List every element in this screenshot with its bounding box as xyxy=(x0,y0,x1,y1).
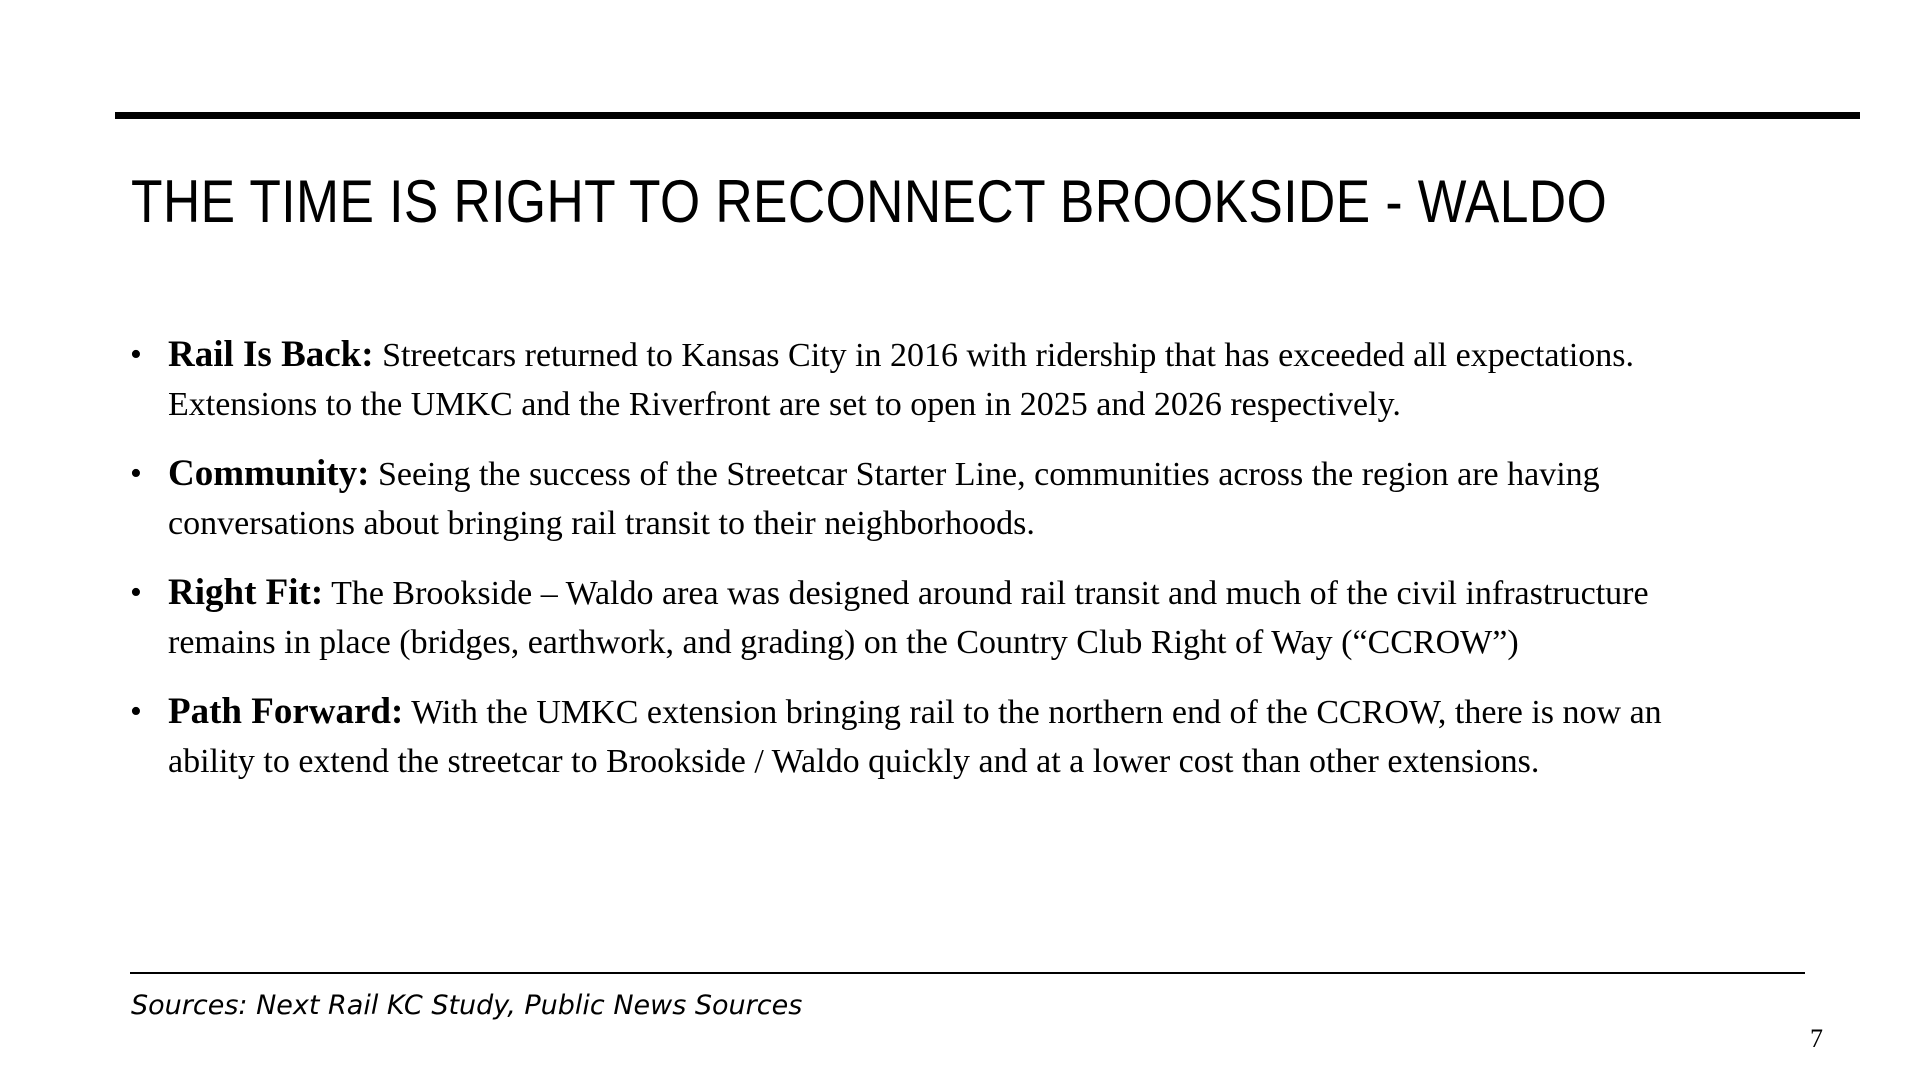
sources-note: Sources: Next Rail KC Study, Public News Sources xyxy=(131,990,803,1021)
sources-divider xyxy=(130,972,1805,974)
bullet-item-path-forward xyxy=(130,687,1730,786)
bullet-heading: Rail Is Back: xyxy=(168,334,374,375)
bullet-heading: Path Forward: xyxy=(168,691,404,732)
bullet-item-right-fit xyxy=(130,568,1730,667)
bullet-text: With the UMKC extension bringing rail to the northern end of the CCROW, there is now an ability to extend the streetcar to Brookside / Waldo quickly and at a lower cost than other extensions. xyxy=(168,694,1662,780)
bullet-heading: Community: xyxy=(168,453,370,494)
bullet-item-rail-is-back xyxy=(130,330,1730,429)
slide-title: THE TIME IS RIGHT TO RECONNECT BROOKSIDE - WALDO xyxy=(131,168,1608,235)
bullet-dot: • xyxy=(130,455,142,492)
bullet-heading: Right Fit: xyxy=(168,572,324,613)
bullet-dot: • xyxy=(130,336,142,373)
bullet-item-community xyxy=(130,449,1730,548)
bullet-text: Streetcars returned to Kansas City in 2016 with ridership that has exceeded all expectations. Extensions to the UMKC and the Riverfront are set to open in 2025 and 2026 respectively. xyxy=(168,337,1635,423)
title-top-rule xyxy=(115,112,1860,119)
bullet-list xyxy=(130,330,1730,806)
bullet-text: Seeing the success of the Streetcar Starter Line, communities across the region are having conversations about bringing rail transit to their neighborhoods. xyxy=(168,456,1600,542)
bullet-text: The Brookside – Waldo area was designed around rail transit and much of the civil infrastructure remains in place (bridges, earthwork, and grading) on the Country Club Right of Way (“CCROW”) xyxy=(168,575,1649,661)
bullet-dot: • xyxy=(130,574,142,611)
page-number: 7 xyxy=(1810,1024,1823,1053)
bullet-dot: • xyxy=(130,693,142,730)
